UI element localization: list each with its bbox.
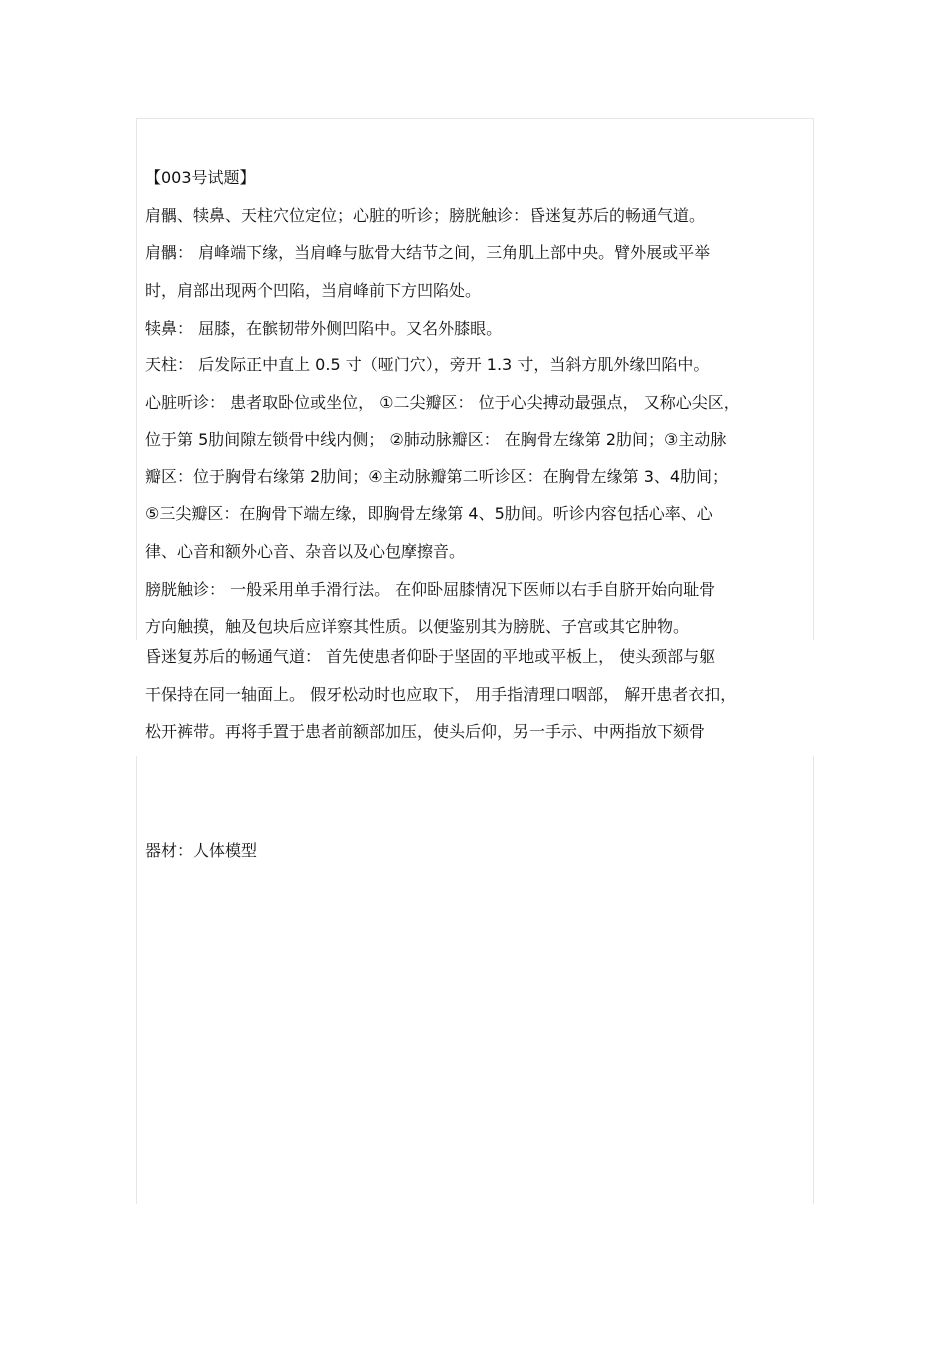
text-line: 膀胱触诊： 一般采用单手滑行法。 在仰卧屈膝情况下医师以右手自脐开始向耻骨 bbox=[145, 580, 716, 599]
text-line: 天柱： 后发际正中直上 0.5 寸（哑门穴），旁开 1.3 寸，当斜方肌外缘凹陷中。 bbox=[145, 355, 710, 374]
text-line: 位于第 5肋间隙左锁骨中线内侧； ②肺动脉瓣区： 在胸骨左缘第 2肋间；③主动脉 bbox=[145, 430, 727, 449]
text-line: 干保持在同一轴面上。 假牙松动时也应取下， 用手指清理口咽部， 解开患者衣扣， bbox=[145, 685, 737, 704]
text-line: 律、心音和额外心音、杂音以及心包摩擦音。 bbox=[145, 542, 466, 561]
text-line: 肩髃、犊鼻、天柱穴位定位；心脏的听诊；膀胱触诊：昏迷复苏后的畅通气道。 bbox=[145, 206, 706, 225]
text-line: 瓣区：位于胸骨右缘第 2肋间；④主动脉瓣第二听诊区：在胸骨左缘第 3、4肋间； bbox=[145, 467, 729, 486]
text-line: 心脏听诊： 患者取卧位或坐位， ①二尖瓣区： 位于心尖搏动最强点， 又称心尖区， bbox=[145, 393, 740, 412]
question-heading: 【003号试题】 bbox=[145, 168, 256, 187]
text-line: 肩髃： 肩峰端下缘，当肩峰与肱骨大结节之间，三角肌上部中央。臂外展或平举 bbox=[145, 243, 711, 262]
text-line: 昏迷复苏后的畅通气道： 首先使患者仰卧于坚固的平地或平板上， 使头颈部与躯 bbox=[145, 647, 716, 666]
text-line: 时，肩部出现两个凹陷，当肩峰前下方凹陷处。 bbox=[145, 281, 482, 300]
text-line: 松开裤带。再将手置于患者前额部加压，使头后仰，另一手示、中两指放下颏骨 bbox=[145, 722, 706, 741]
text-line: 方向触摸，触及包块后应详察其性质。以便鉴别其为膀胱、子宫或其它肿物。 bbox=[145, 617, 690, 636]
text-line: 犊鼻： 屈膝，在髌韧带外侧凹陷中。又名外膝眼。 bbox=[145, 319, 503, 338]
equipment-line: 器材：人体模型 bbox=[145, 841, 258, 860]
text-line: ⑤三尖瓣区：在胸骨下端左缘，即胸骨左缘第 4、5肋间。听诊内容包括心率、心 bbox=[145, 504, 713, 523]
